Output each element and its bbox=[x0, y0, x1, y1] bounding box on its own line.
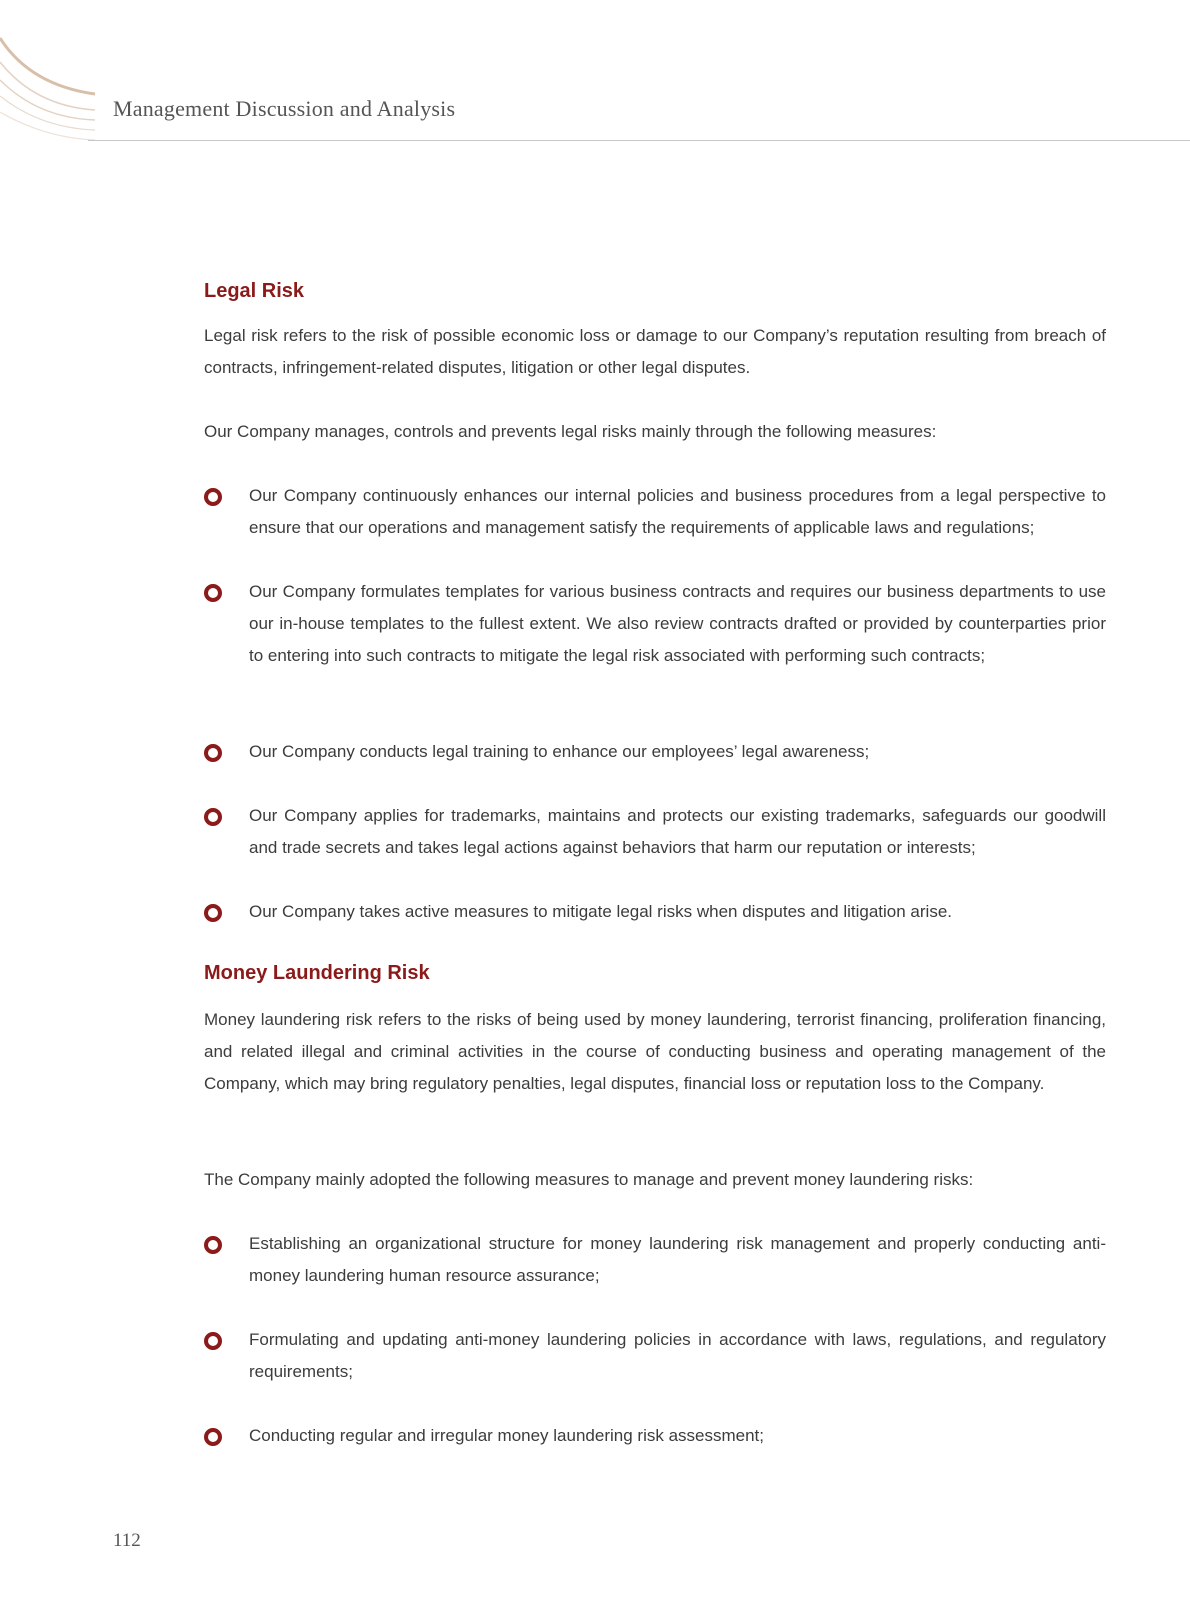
bullet-ring-icon bbox=[204, 488, 222, 506]
page-header-title: Management Discussion and Analysis bbox=[113, 96, 456, 121]
list-item-text: Our Company continuously enhances our internal policies and business procedures from a legal perspective to ensure that our operations and management satisfy the requirements of applicable laws and regulations; bbox=[249, 486, 1106, 537]
list-item-text: Establishing an organizational structure for money laundering risk management and properly conducting anti-money laundering human resource assurance; bbox=[249, 1234, 1106, 1285]
money-laundering-risk-intro: Money laundering risk refers to the risks of being used by money laundering, terrorist financing, proliferation financing, and related illegal and criminal activities in the course of conducting business and operating management of the Company, which may bring regulatory penalties, legal disputes, financial loss or reputation loss to the Company. bbox=[204, 1010, 1106, 1093]
bullet-ring-icon bbox=[204, 808, 222, 826]
legal-risk-heading: Legal Risk bbox=[204, 280, 305, 302]
bullet-ring-icon bbox=[204, 744, 222, 762]
list-item-text: Conducting regular and irregular money laundering risk assessment; bbox=[249, 1426, 764, 1445]
legal-risk-intro: Legal risk refers to the risk of possible economic loss or damage to our Company’s reputation resulting from breach of contracts, infringement-related disputes, litigation or other legal disputes. bbox=[204, 326, 1106, 377]
list-item-text: Our Company conducts legal training to enhance our employees’ legal awareness; bbox=[249, 742, 870, 761]
bullet-ring-icon bbox=[204, 584, 222, 602]
money-laundering-risk-heading: Money Laundering Risk bbox=[204, 962, 430, 984]
list-item-text: Formulating and updating anti-money laundering policies in accordance with laws, regulations, and regulatory requirements; bbox=[249, 1330, 1106, 1381]
bullet-ring-icon bbox=[204, 1428, 222, 1446]
bullet-ring-icon bbox=[204, 1236, 222, 1254]
legal-risk-lead: Our Company manages, controls and prevents legal risks mainly through the following measures: bbox=[204, 422, 937, 441]
list-item-text: Our Company applies for trademarks, maintains and protects our existing trademarks, safeguards our goodwill and trade secrets and takes legal actions against behaviors that harm our reputation or interests; bbox=[249, 806, 1106, 857]
money-laundering-risk-lead: The Company mainly adopted the following measures to manage and prevent money laundering risks: bbox=[204, 1170, 974, 1189]
list-item-text: Our Company formulates templates for various business contracts and requires our business departments to use our in-house templates to the fullest extent. We also review contracts drafted or provided by counterparties prior to entering into such contracts to mitigate the legal risk associated with performing such contracts; bbox=[249, 582, 1106, 665]
bullet-ring-icon bbox=[204, 1332, 222, 1350]
page-number: 112 bbox=[113, 1530, 141, 1551]
header-divider bbox=[88, 140, 1190, 141]
list-item-text: Our Company takes active measures to mitigate legal risks when disputes and litigation arise. bbox=[249, 902, 953, 921]
decorative-arcs-icon bbox=[0, 0, 110, 150]
bullet-ring-icon bbox=[204, 904, 222, 922]
